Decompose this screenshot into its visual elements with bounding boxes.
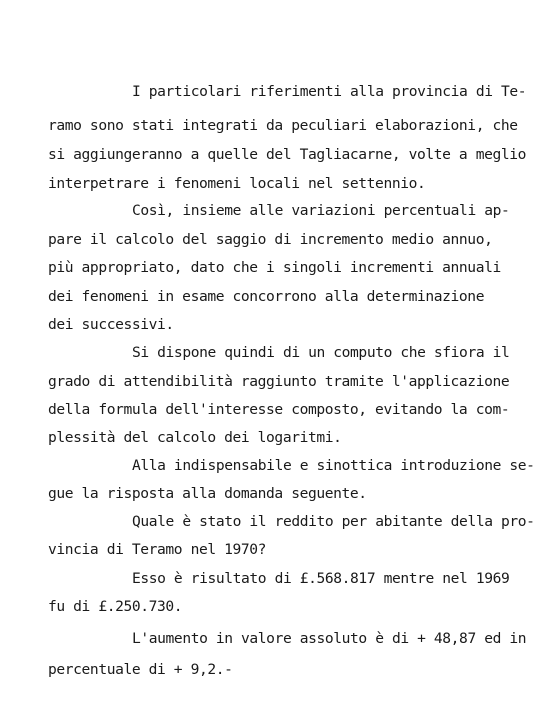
text-line: più appropriato, dato che i singoli incrementi annuali: [48, 259, 501, 276]
text-line: dei fenomeni in esame concorrono alla determinazione: [48, 288, 485, 305]
text-line: percentuale di + 9,2.-: [48, 661, 233, 678]
text-line: pare il calcolo del saggio di incremento medio annuo,: [48, 231, 493, 248]
text-line: gue la risposta alla domanda seguente.: [48, 485, 367, 502]
text-line: Così, insieme alle variazioni percentuali ap-: [132, 202, 510, 219]
text-line: Si dispone quindi di un computo che sfiora il: [132, 344, 510, 361]
text-line: I particolari riferimenti alla provincia di Te-: [132, 83, 527, 100]
text-line: della formula dell'interesse composto, evitando la com-: [48, 401, 510, 418]
text-line: Quale è stato il reddito per abitante della pro-: [132, 513, 535, 530]
text-line: interpetrare i fenomeni locali nel settennio.: [48, 175, 426, 192]
text-line: si aggiungeranno a quelle del Tagliacarne, volte a meglio: [48, 146, 527, 163]
text-line: grado di attendibilità raggiunto tramite l'applicazione: [48, 373, 510, 390]
text-line: Esso è risultato di £.568.817 mentre nel 1969: [132, 570, 510, 587]
text-line: ramo sono stati integrati da peculiari elaborazioni, che: [48, 117, 518, 134]
text-line: L'aumento in valore assoluto è di + 48,87 ed in: [132, 630, 527, 647]
text-line: fu di £.250.730.: [48, 598, 183, 615]
text-line: plessità del calcolo dei logaritmi.: [48, 429, 342, 446]
text-line: Alla indispensabile e sinottica introduzione se-: [132, 457, 535, 474]
text-line: vincia di Teramo nel 1970?: [48, 541, 267, 558]
text-line: dei successivi.: [48, 316, 174, 333]
